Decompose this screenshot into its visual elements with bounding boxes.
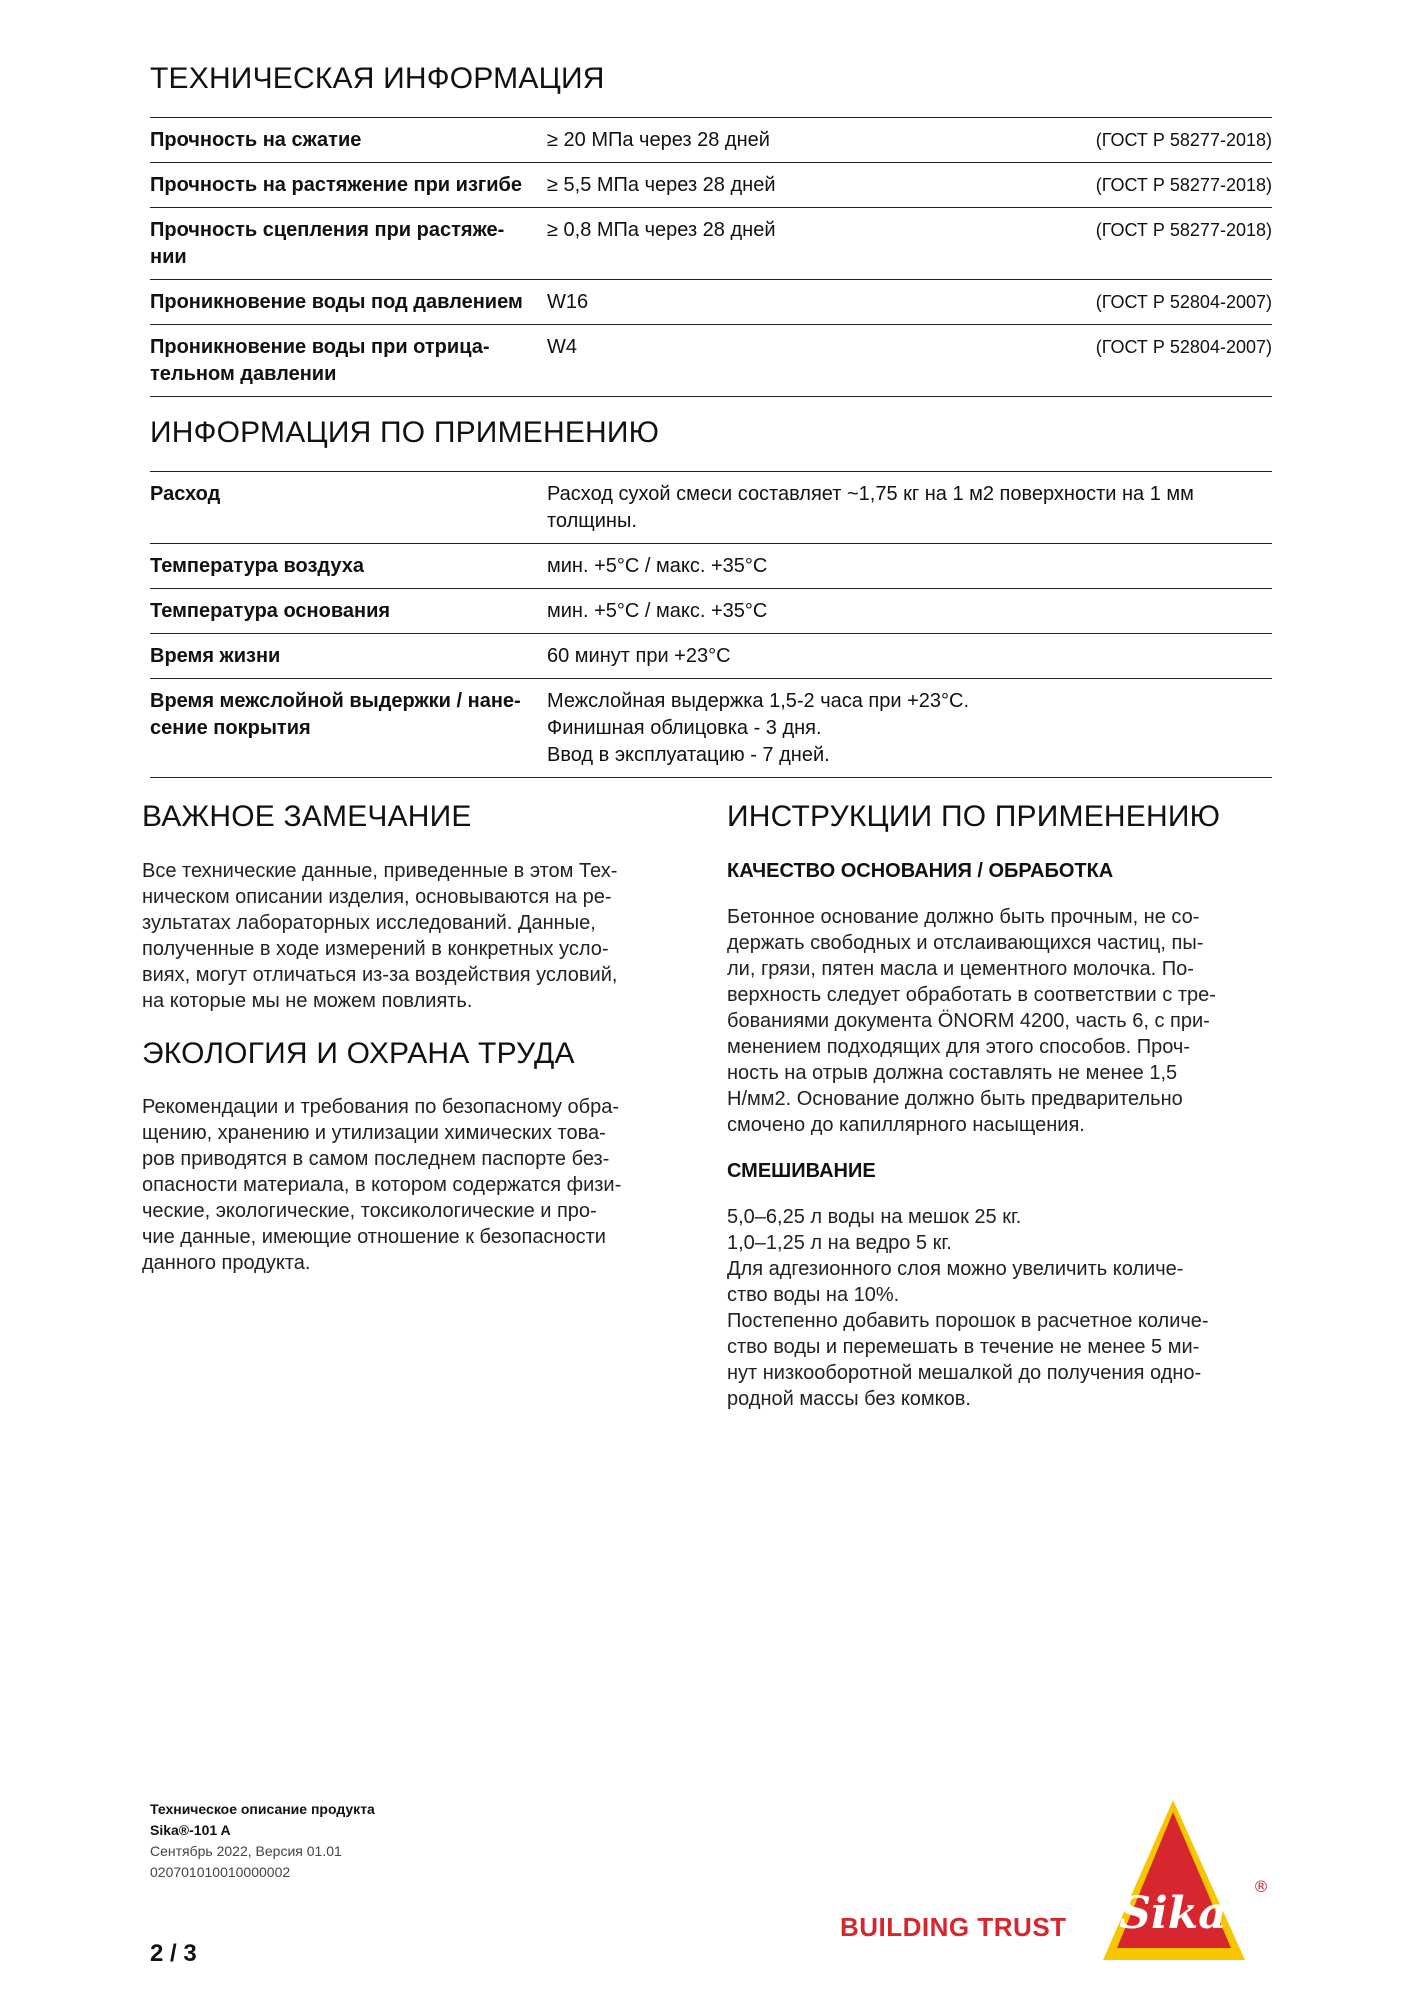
row-standard: (ГОСТ Р 58277-2018): [1095, 220, 1272, 240]
text-line: виях, могут отличаться из-за воздействия условий,: [142, 964, 618, 986]
footer-version: Сентябрь 2022, Версия 01.01: [150, 1843, 342, 1859]
application-info-title: ИНФОРМАЦИЯ ПО ПРИМЕНЕНИЮ: [150, 416, 660, 449]
row-label: Время жизни: [150, 645, 281, 667]
text-line: 1,0–1,25 л на ведро 5 кг.: [727, 1232, 952, 1254]
text-line: бованиями документа ÖNORM 4200, часть 6, с при-: [727, 1010, 1210, 1032]
row-value: W16: [547, 291, 589, 313]
row-label: Температура воздуха: [150, 555, 364, 577]
footer-product: Sika®-101 A: [150, 1822, 231, 1838]
table-row: [150, 324, 1272, 397]
mixing-title: СМЕШИВАНИЕ: [727, 1160, 876, 1182]
building-trust-slogan: BUILDING TRUST: [840, 1912, 1067, 1942]
footer-doc-title: Техническое описание продукта: [150, 1801, 375, 1817]
tech-info-table: [150, 117, 1272, 397]
substrate-text: [727, 904, 1216, 1138]
text-line: ность на отрыв должна составлять не менее 1,5: [727, 1062, 1178, 1084]
svg-text:Sika: Sika: [1119, 1888, 1227, 1939]
text-line: Бетонное основание должно быть прочным, не со-: [727, 906, 1200, 928]
text-line: ство воды и перемешать в течение не менее 5 ми-: [727, 1336, 1200, 1358]
row-value: Расход сухой смеси составляет ~1,75 кг на 1 м2 поверхности на 1 мм: [547, 483, 1194, 505]
text-line: Для адгезионного слоя можно увеличить количе-: [727, 1258, 1184, 1280]
application-info-table: [150, 471, 1272, 778]
row-label: Прочность на сжатие: [150, 129, 362, 151]
text-line: ство воды на 10%.: [727, 1284, 900, 1306]
row-standard: (ГОСТ Р 58277-2018): [1095, 130, 1272, 150]
row-label: тельном давлении: [150, 363, 337, 385]
text-line: опасности материала, в котором содержатся физи-: [142, 1174, 622, 1196]
text-line: Рекомендации и требования по безопасному обра-: [142, 1096, 619, 1118]
substrate-title: КАЧЕСТВО ОСНОВАНИЯ / ОБРАБОТКА: [727, 860, 1114, 882]
text-line: полученные в ходе измерений в конкретных усло-: [142, 938, 609, 960]
row-label: сение покрытия: [150, 717, 311, 739]
text-line: зультатах лабораторных исследований. Данные,: [142, 912, 596, 934]
row-label: Прочность сцепления при растяже-: [150, 219, 505, 241]
text-line: 5,0–6,25 л воды на мешок 25 кг.: [727, 1206, 1022, 1228]
footer-document-info: [150, 1799, 375, 1883]
ecology-text: [142, 1094, 621, 1276]
row-value: ≥ 5,5 МПа через 28 дней: [547, 174, 776, 196]
row-label: Прочность на растяжение при изгибе: [150, 174, 522, 196]
text-line: Н/мм2. Основание должно быть предварительно: [727, 1088, 1183, 1110]
table-row: [150, 543, 1272, 588]
text-line: держать свободных и отслаивающихся частиц, пы-: [727, 932, 1204, 954]
row-standard: (ГОСТ Р 52804-2007): [1095, 337, 1272, 357]
text-line: на которые мы не можем повлиять.: [142, 990, 473, 1012]
row-value: Ввод в эксплуатацию - 7 дней.: [547, 744, 830, 766]
text-line: нут низкооборотной мешалкой до получения одно-: [727, 1362, 1202, 1384]
row-value: 60 минут при +23°C: [547, 645, 731, 667]
table-row: [150, 678, 1272, 778]
text-line: ческие, экологические, токсикологические и про-: [142, 1200, 597, 1222]
ecology-title: ЭКОЛОГИЯ И ОХРАНА ТРУДА: [142, 1037, 575, 1070]
sika-logo-icon: [1095, 1800, 1269, 1960]
text-line: ров приводятся в самом последнем паспорте без-: [142, 1148, 610, 1170]
text-line: Все технические данные, приведенные в этом Тех-: [142, 860, 618, 882]
page-number: 2 / 3: [150, 1940, 197, 1967]
table-row: [150, 588, 1272, 633]
row-value: Межслойная выдержка 1,5-2 часа при +23°C.: [547, 690, 970, 712]
table-row: [150, 117, 1272, 162]
text-line: родной массы без комков.: [727, 1388, 971, 1410]
text-line: данного продукта.: [142, 1252, 311, 1274]
row-label: Расход: [150, 483, 221, 505]
row-value: ≥ 20 МПа через 28 дней: [547, 129, 770, 151]
row-label: Время межслойной выдержки / нане-: [150, 690, 521, 712]
row-label: Температура основания: [150, 600, 391, 622]
row-value: мин. +5°C / макс. +35°C: [547, 555, 768, 577]
row-value: W4: [547, 336, 577, 358]
row-value: мин. +5°C / макс. +35°C: [547, 600, 768, 622]
row-value: толщины.: [547, 510, 637, 532]
row-standard: (ГОСТ Р 52804-2007): [1095, 292, 1272, 312]
text-line: смочено до капиллярного насыщения.: [727, 1114, 1085, 1136]
important-note-text: [142, 858, 617, 1014]
text-line: щению, хранению и утилизации химических това-: [142, 1122, 606, 1144]
row-label: Проникновение воды под давлением: [150, 291, 523, 313]
svg-text:®: ®: [1253, 1877, 1269, 1896]
important-note-title: ВАЖНОЕ ЗАМЕЧАНИЕ: [142, 800, 472, 833]
table-row: [150, 471, 1272, 543]
table-row: [150, 207, 1272, 279]
tech-info-title: ТЕХНИЧЕСКАЯ ИНФОРМАЦИЯ: [150, 62, 605, 95]
row-label: Проникновение воды при отрица-: [150, 336, 490, 358]
row-value: ≥ 0,8 МПа через 28 дней: [547, 219, 776, 241]
text-line: чие данные, имеющие отношение к безопасности: [142, 1226, 606, 1248]
mixing-text: [727, 1204, 1209, 1412]
instructions-title: ИНСТРУКЦИИ ПО ПРИМЕНЕНИЮ: [727, 800, 1221, 833]
table-row: [150, 633, 1272, 678]
text-line: верхность следует обработать в соответствии с тре-: [727, 984, 1216, 1006]
row-label: нии: [150, 246, 187, 268]
text-line: менением подходящих для этого способов. Проч-: [727, 1036, 1190, 1058]
table-row: [150, 162, 1272, 207]
row-value: Финишная облицовка - 3 дня.: [547, 717, 822, 739]
text-line: ническом описании изделия, основываются на ре-: [142, 886, 612, 908]
footer-code: 020701010010000002: [150, 1864, 291, 1880]
row-standard: (ГОСТ Р 58277-2018): [1095, 175, 1272, 195]
text-line: Постепенно добавить порошок в расчетное количе-: [727, 1310, 1209, 1332]
text-line: ли, грязи, пятен масла и цементного молочка. По-: [727, 958, 1194, 980]
table-row: [150, 279, 1272, 324]
